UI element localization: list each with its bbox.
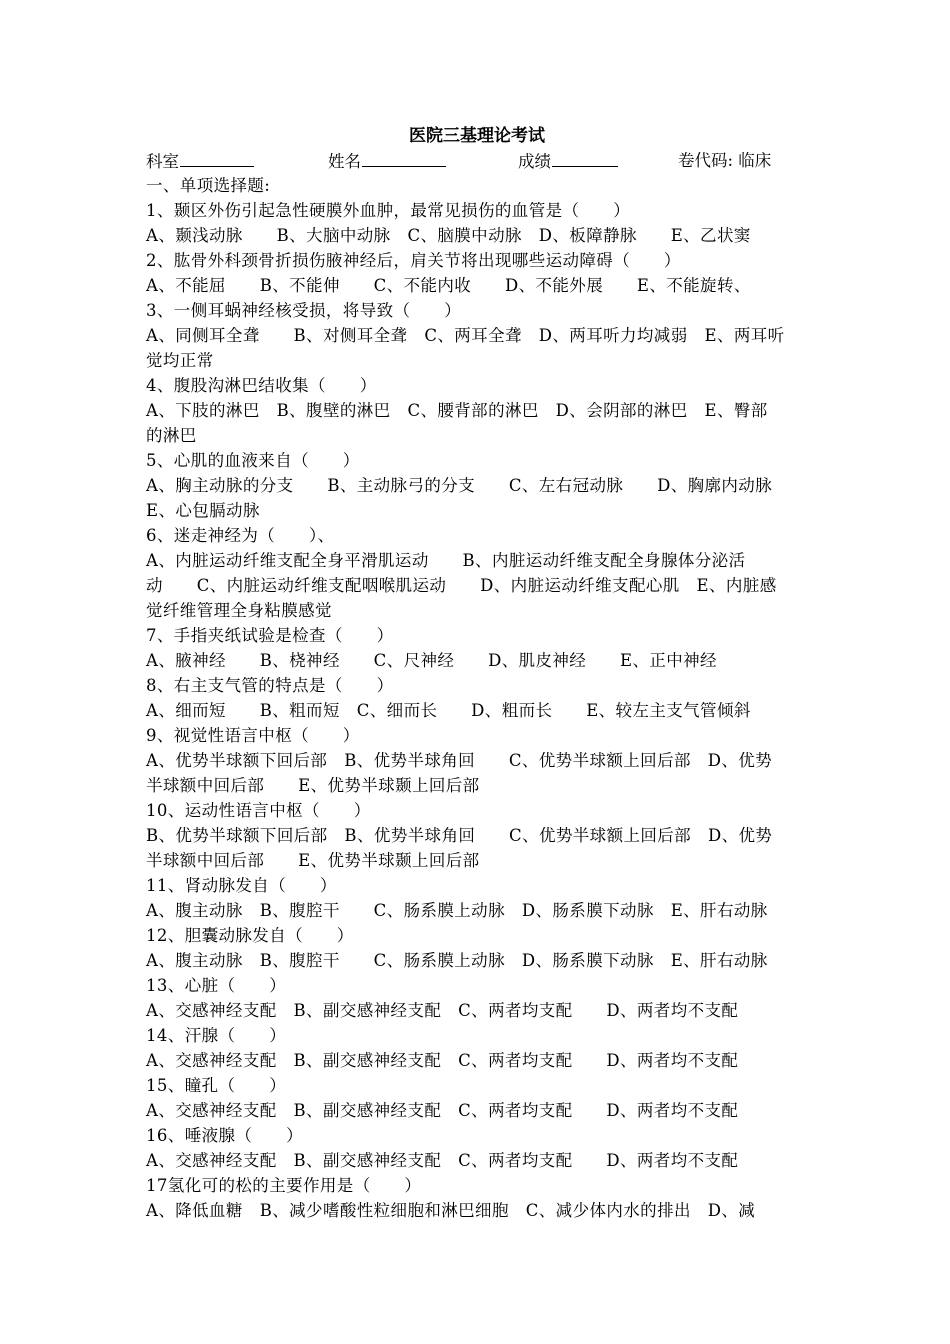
exam-page xyxy=(146,124,808,1223)
exam-line: 10、运动性语言中枢（ ） xyxy=(146,801,371,820)
score-label: 成绩 xyxy=(518,152,551,171)
exam-line: A、下肢的淋巴 B、腹壁的淋巴 C、腰背部的淋巴 D、会阴部的淋巴 E、臀部 xyxy=(146,401,768,420)
name-label: 姓名 xyxy=(328,152,361,171)
exam-line: 8、右主支气管的特点是（ ） xyxy=(146,676,394,695)
exam-line: 3、一侧耳蜗神经核受损，将导致（ ） xyxy=(146,301,462,320)
exam-line: 4、腹股沟淋巴结收集（ ） xyxy=(146,376,377,395)
exam-line: A、腹主动脉 B、腹腔干 C、肠系膜上动脉 D、肠系膜下动脉 E、肝右动脉 xyxy=(146,951,768,970)
exam-line: A、腹主动脉 B、腹腔干 C、肠系膜上动脉 D、肠系膜下动脉 E、肝右动脉 xyxy=(146,901,768,920)
exam-line: A、胸主动脉的分支 B、主动脉弓的分支 C、左右冠动脉 D、胸廓内动脉 xyxy=(146,476,773,495)
exam-line: A、内脏运动纤维支配全身平滑肌运动 B、内脏运动纤维支配全身腺体分泌活 xyxy=(146,551,746,570)
exam-line: 15、瞳孔（ ） xyxy=(146,1076,287,1095)
paper-code: 卷代码: 临床 xyxy=(678,151,772,170)
exam-line: A、同侧耳全聋 B、对侧耳全聋 C、两耳全聋 D、两耳听力均减弱 E、两耳听 xyxy=(146,326,785,345)
exam-line: 半球额中回后部 E、优势半球颞上回后部 xyxy=(146,851,480,870)
exam-line: E、心包膈动脉 xyxy=(146,501,260,520)
exam-line: A、优势半球额下回后部 B、优势半球角回 C、优势半球额上回后部 D、优势 xyxy=(146,751,773,770)
exam-line: 12、胆囊动脉发自（ ） xyxy=(146,926,354,945)
score-blank xyxy=(552,148,618,167)
exam-header xyxy=(146,148,808,173)
exam-line: A、细而短 B、粗而短 C、细而长 D、粗而长 E、较左主支气管倾斜 xyxy=(146,701,751,720)
exam-line: 7、手指夹纸试验是检查（ ） xyxy=(146,626,394,645)
exam-line: 1、颞区外伤引起急性硬膜外血肿，最常见损伤的血管是（ ） xyxy=(146,201,631,220)
exam-line: 5、心肌的血液来自（ ） xyxy=(146,451,360,470)
exam-line: 2、肱骨外科颈骨折损伤腋神经后，肩关节将出现哪些运动障碍（ ） xyxy=(146,251,681,270)
exam-line: 14、汗腺（ ） xyxy=(146,1026,287,1045)
department-label: 科室 xyxy=(146,152,179,171)
exam-line: 16、唾液腺（ ） xyxy=(146,1126,303,1145)
exam-line: 9、视觉性语言中枢（ ） xyxy=(146,726,360,745)
exam-line: A、颞浅动脉 B、大脑中动脉 C、脑膜中动脉 D、板障静脉 E、乙状窦 xyxy=(146,226,751,245)
question-list xyxy=(146,173,808,1223)
exam-line: 13、心脏（ ） xyxy=(146,976,287,995)
exam-line: A、腋神经 B、桡神经 C、尺神经 D、肌皮神经 E、正中神经 xyxy=(146,651,717,670)
exam-line: A、交感神经支配 B、副交感神经支配 C、两者均支配 D、两者均不支配 xyxy=(146,1051,739,1070)
name-blank xyxy=(362,148,446,167)
exam-title: 医院三基理论考试 xyxy=(409,126,545,146)
exam-line: 的淋巴 xyxy=(146,426,197,445)
exam-line: 6、迷走神经为（ ）、 xyxy=(146,526,335,545)
exam-line: 觉均正常 xyxy=(146,351,214,370)
exam-line: A、不能屈 B、不能伸 C、不能内收 D、不能外展 E、不能旋转、 xyxy=(146,276,751,295)
exam-line: 半球额中回后部 E、优势半球颞上回后部 xyxy=(146,776,480,795)
exam-line: B、优势半球额下回后部 B、优势半球角回 C、优势半球额上回后部 D、优势 xyxy=(146,826,773,845)
department-blank xyxy=(180,148,254,167)
department-field xyxy=(146,148,254,174)
exam-line: A、交感神经支配 B、副交感神经支配 C、两者均支配 D、两者均不支配 xyxy=(146,1151,739,1170)
score-field xyxy=(518,148,618,174)
exam-line: 一、单项选择题: xyxy=(146,176,271,195)
name-field xyxy=(328,148,446,174)
exam-line: 11、肾动脉发自（ ） xyxy=(146,876,337,895)
exam-line: 觉纤维管理全身粘膜感觉 xyxy=(146,601,332,620)
exam-line: 17氢化可的松的主要作用是（ ） xyxy=(146,1176,422,1195)
exam-line: A、交感神经支配 B、副交感神经支配 C、两者均支配 D、两者均不支配 xyxy=(146,1101,739,1120)
exam-line: 动 C、内脏运动纤维支配咽喉肌运动 D、内脏运动纤维支配心肌 E、内脏感 xyxy=(146,576,777,595)
exam-line: A、降低血糖 B、减少嗜酸性粒细胞和淋巴细胞 C、减少体内水的排出 D、减 xyxy=(146,1201,756,1220)
exam-line: A、交感神经支配 B、副交感神经支配 C、两者均支配 D、两者均不支配 xyxy=(146,1001,739,1020)
